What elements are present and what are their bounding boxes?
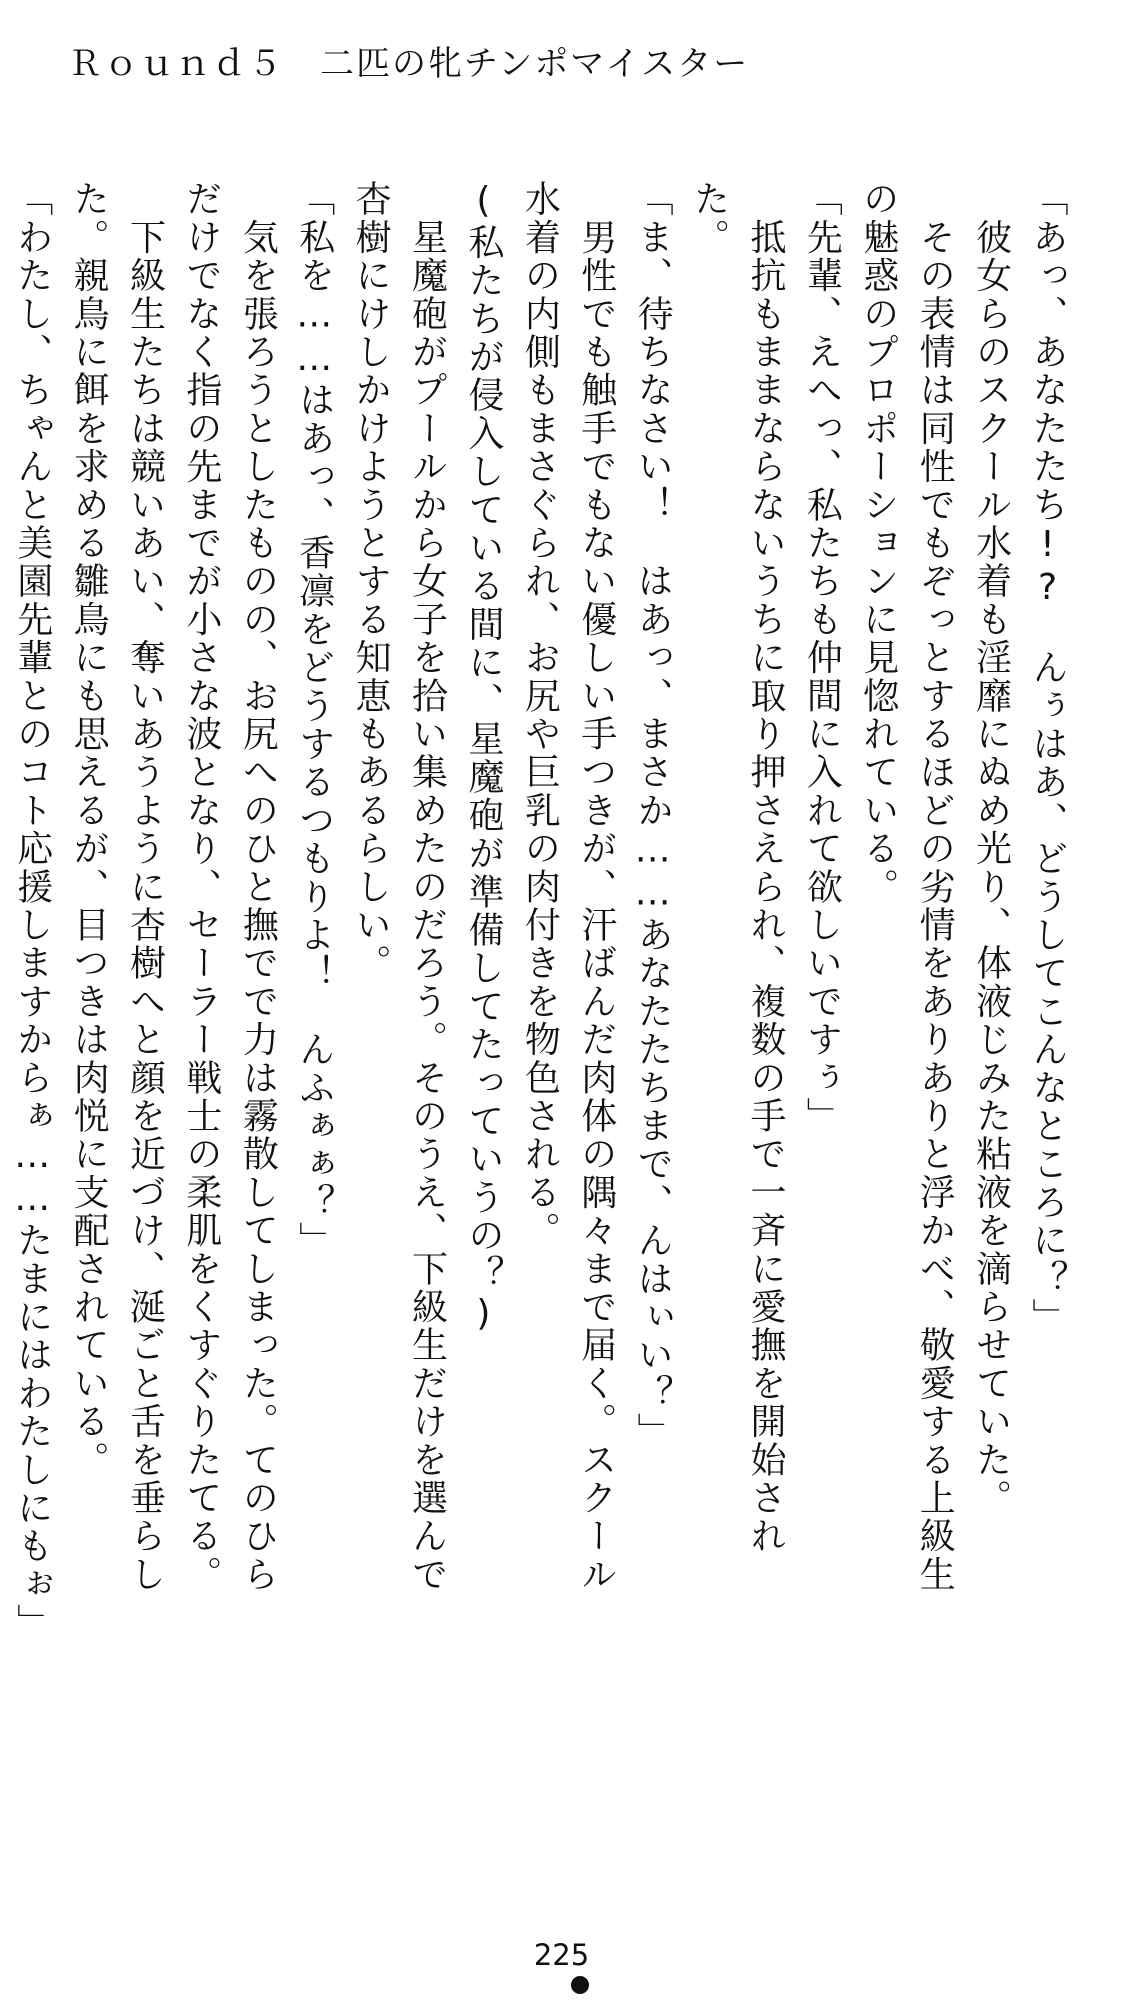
paragraph: (私たちが侵入している間に、星魔砲が準備してたっていうの？) [462, 180, 504, 1336]
paragraph: 「あっ、あなたたち!? んぅはあ、どうしてこんなところに？」 [1027, 180, 1068, 1336]
paragraph: 星魔砲がプールから女子を拾い集めたのだろう。そのうえ、下級生だけを選んで杏樹にけしかけようとする知恵もあるらしい。 [350, 180, 448, 1594]
paragraph: 男性でも触手でもない優しい手つきが、汗ばんだ肉体の隅々まで届く。スクール水着の内側もまさぐられ、お尻や巨乳の肉付きを物色される。 [519, 180, 617, 1594]
paragraph: 「先輩、えへっ、私たちも仲間に入れて欲しいですぅ」 [801, 180, 843, 1135]
paragraph: 下級生たちは競いあい、奪いあうように杏樹へと顔を近づけ、涎ごと舌を垂らした。親鳥に餌を求める雛鳥にも思えるが、目つきは肉悦に支配されている。 [68, 180, 166, 1594]
paragraph: 「私を……はあっ、香凛をどうするつもりよ！ んふぁぁ？」 [293, 180, 335, 1260]
paragraph: 「わたし、ちゃんと美園先輩とのコト応援しますからぁ……たまにはわたしにもぉ」 [11, 180, 53, 1642]
paragraph: その表情は同性でもぞっとするほどの劣情をありありと浮かべ、敬愛する上級生の魅惑のプロポーションに見惚れている。 [857, 180, 956, 1594]
page-marker-dot [571, 1976, 589, 1994]
paragraph: 「ま、待ちなさい！ はあっ、まさか……あなたたちまで、んはぃい？」 [632, 180, 674, 1451]
page-number: 225 [533, 1938, 590, 1972]
paragraph: 彼女らのスクール水着も淫靡にぬめ光り、体液じみた粘液を滴らせていた。 [970, 180, 1012, 1517]
body-text [11, 180, 1075, 1642]
paragraph: 気を張ろうとしたものの、お尻へのひと撫でで力は霧散してしまった。てのひらだけでなく指の先までが小さな波となり、セーラー戦士の柔肌をくすぐりたてる。 [180, 180, 279, 1594]
running-header: Ｒｏｕｎｄ５ 二匹の牝チンポマイスター [68, 44, 750, 84]
paragraph: 抵抗もままならないうちに取り押さえられ、複数の手で一斉に愛撫を開始された。 [688, 180, 786, 1556]
